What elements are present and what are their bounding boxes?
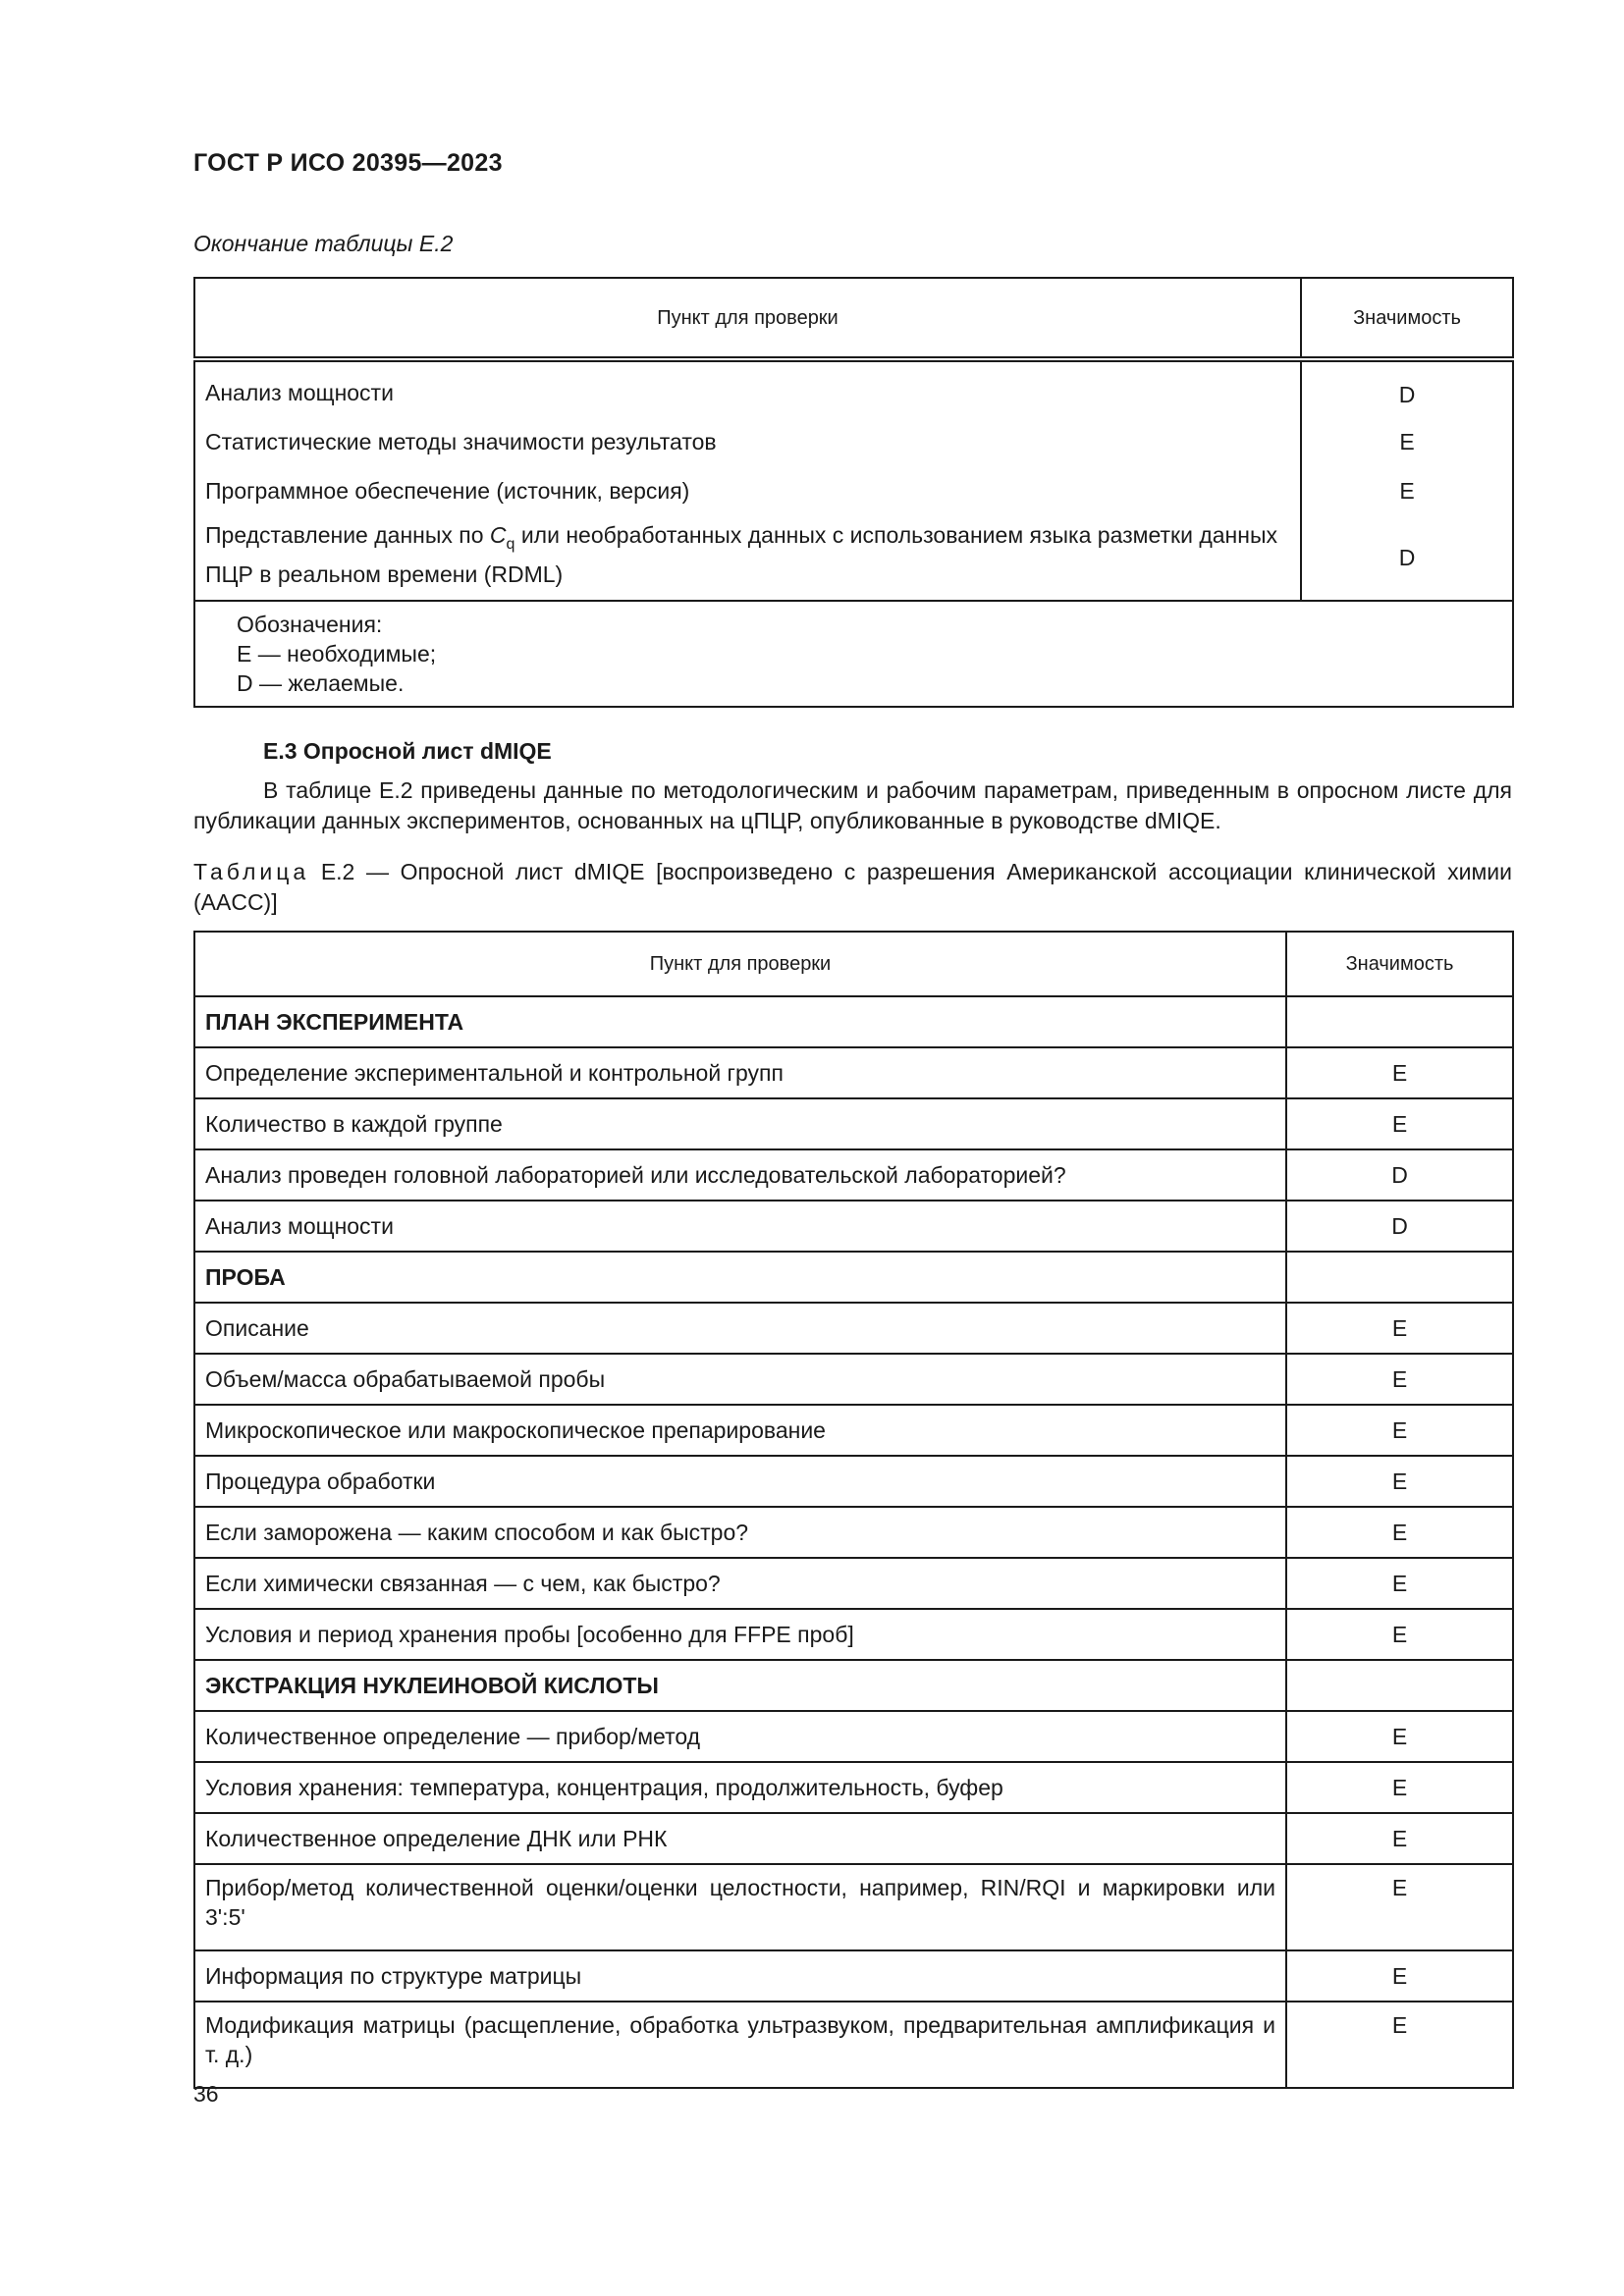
row-item-suffix: или необработанных данных с использованием языка разметки данных ПЦР в реальном времени (RDML) xyxy=(205,522,1277,587)
row-item: Количество в каждой группе xyxy=(194,1098,1286,1149)
legend-line-d: D — желаемые. xyxy=(237,670,405,696)
table-row xyxy=(194,1609,1513,1660)
row-significance: E xyxy=(1286,1303,1513,1354)
table-caption-text: Е.2 — Опросной лист dMIQE [воспроизведено с разрешения Американской ассоциации клинической химии (AACC)] xyxy=(193,859,1512,915)
legend-title: Обозначения: xyxy=(237,612,383,637)
table-row xyxy=(194,1711,1513,1762)
table-continuation xyxy=(193,277,1514,708)
table-row xyxy=(194,417,1513,466)
row-significance: E xyxy=(1286,1354,1513,1405)
table-row xyxy=(194,1047,1513,1098)
table-row xyxy=(194,1864,1513,1950)
section-paragraph: В таблице Е.2 приведены данные по методологическим и рабочим параметрам, приведенным в опросном листе для публикации данных экспериментов, основанных на цПЦР, опубликованные в руководстве dMIQE. xyxy=(193,777,1512,833)
table-row xyxy=(194,1558,1513,1609)
table-row xyxy=(194,1201,1513,1252)
group-title: ПРОБА xyxy=(194,1252,1286,1303)
group-title: ПЛАН ЭКСПЕРИМЕНТА xyxy=(194,996,1286,1047)
table-row xyxy=(194,1456,1513,1507)
row-item: Описание xyxy=(194,1303,1286,1354)
row-significance: E xyxy=(1286,1813,1513,1864)
row-item: Статистические методы значимости результатов xyxy=(194,417,1301,466)
row-item: Анализ мощности xyxy=(194,1201,1286,1252)
row-significance: E xyxy=(1286,1950,1513,2002)
section-title: Е.3 Опросной лист dMIQE xyxy=(263,738,552,764)
table-row xyxy=(194,1405,1513,1456)
row-item: Процедура обработки xyxy=(194,1456,1286,1507)
row-significance: E xyxy=(1286,1558,1513,1609)
row-significance: E xyxy=(1286,2002,1513,2088)
table-caption-label: Таблица xyxy=(193,859,310,884)
row-significance: D xyxy=(1301,515,1513,601)
row-significance: E xyxy=(1301,466,1513,515)
legend-row xyxy=(194,601,1513,707)
row-item: Программное обеспечение (источник, версия) xyxy=(194,466,1301,515)
table-row xyxy=(194,1762,1513,1813)
row-item: Если химически связанная — с чем, как быстро? xyxy=(194,1558,1286,1609)
row-significance: D xyxy=(1286,1201,1513,1252)
row-significance: E xyxy=(1286,1609,1513,1660)
column-header-item: Пункт для проверки xyxy=(194,932,1286,996)
row-significance: E xyxy=(1286,1507,1513,1558)
table-row xyxy=(194,1354,1513,1405)
table-row xyxy=(194,1303,1513,1354)
row-item: Условия и период хранения пробы [особенно для FFPE проб] xyxy=(194,1609,1286,1660)
table-row xyxy=(194,1950,1513,2002)
row-item-prefix: Представление данных по xyxy=(205,522,490,548)
row-item: Количественное определение — прибор/метод xyxy=(194,1711,1286,1762)
legend-line-e: E — необходимые; xyxy=(237,641,437,667)
row-item: Информация по структуре матрицы xyxy=(194,1950,1286,2002)
row-significance: E xyxy=(1286,1864,1513,1950)
table-dmiqe xyxy=(193,931,1514,2089)
row-significance: E xyxy=(1301,417,1513,466)
table-row xyxy=(194,466,1513,515)
column-header-significance: Значимость xyxy=(1301,278,1513,359)
row-significance: E xyxy=(1286,1456,1513,1507)
group-row xyxy=(194,1252,1513,1303)
row-significance: E xyxy=(1286,1047,1513,1098)
row-item: Микроскопическое или макроскопическое препарирование xyxy=(194,1405,1286,1456)
table-row xyxy=(194,2002,1513,2088)
row-significance: D xyxy=(1286,1149,1513,1201)
group-row xyxy=(194,1660,1513,1711)
row-significance: E xyxy=(1286,1098,1513,1149)
document-header: ГОСТ Р ИСО 20395—2023 xyxy=(193,149,503,177)
legend xyxy=(194,601,1513,707)
cq-symbol: C xyxy=(489,522,507,548)
table-caption xyxy=(193,857,1512,918)
row-item: Анализ мощности xyxy=(194,359,1301,417)
table-row xyxy=(194,515,1513,601)
table-row xyxy=(194,1149,1513,1201)
row-item xyxy=(194,515,1301,601)
group-row xyxy=(194,996,1513,1047)
row-item: Условия хранения: температура, концентрация, продолжительность, буфер xyxy=(194,1762,1286,1813)
row-significance: E xyxy=(1286,1711,1513,1762)
row-item: Модификация матрицы (расщепление, обработка ультразвуком, предварительная амплификация и т. д.) xyxy=(194,2002,1286,2088)
row-significance: E xyxy=(1286,1405,1513,1456)
row-significance: D xyxy=(1301,359,1513,417)
row-item: Прибор/метод количественной оценки/оценки целостности, например, RIN/RQI и маркировки или 3':5' xyxy=(194,1864,1286,1950)
row-significance: E xyxy=(1286,1762,1513,1813)
page-number: 36 xyxy=(193,2081,219,2107)
table-row xyxy=(194,1813,1513,1864)
row-item: Если заморожена — каким способом и как быстро? xyxy=(194,1507,1286,1558)
row-item: Объем/масса обрабатываемой пробы xyxy=(194,1354,1286,1405)
table-row xyxy=(194,359,1513,417)
row-item: Количественное определение ДНК или РНК xyxy=(194,1813,1286,1864)
table-row xyxy=(194,1507,1513,1558)
row-item: Определение экспериментальной и контрольной групп xyxy=(194,1047,1286,1098)
group-title: ЭКСТРАКЦИЯ НУКЛЕИНОВОЙ КИСЛОТЫ xyxy=(194,1660,1286,1711)
cq-subscript: q xyxy=(506,536,515,553)
table-row xyxy=(194,1098,1513,1149)
continuation-caption: Окончание таблицы Е.2 xyxy=(193,231,454,256)
column-header-item: Пункт для проверки xyxy=(194,278,1301,359)
row-item: Анализ проведен головной лабораторией или исследовательской лабораторией? xyxy=(194,1149,1286,1201)
column-header-significance: Значимость xyxy=(1286,932,1513,996)
